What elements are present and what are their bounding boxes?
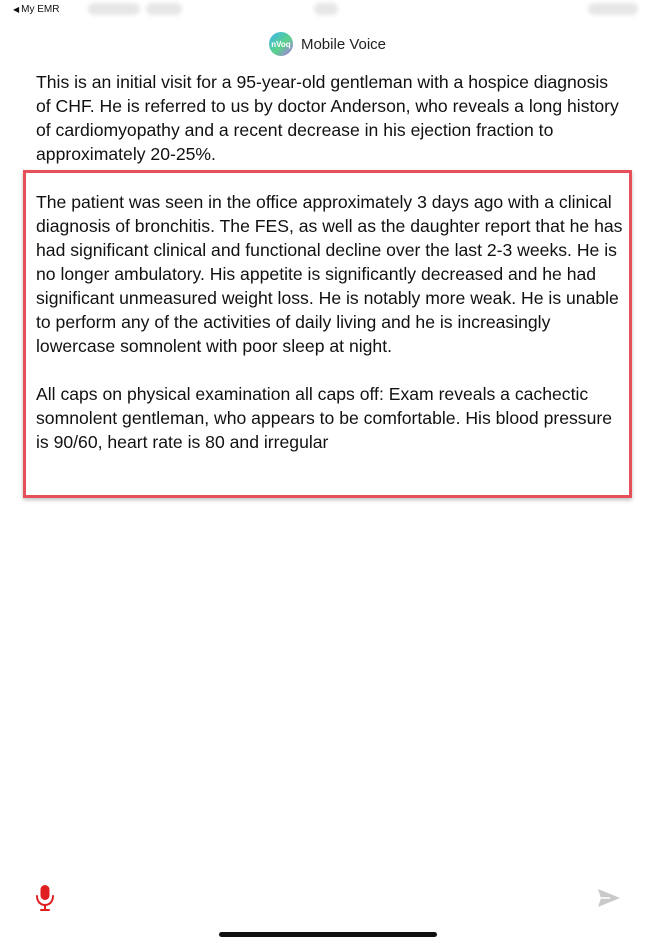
microphone-button[interactable] (33, 883, 57, 913)
note-paragraph-2: The patient was seen in the office approximately 3 days ago with a clinical diagnosis of bronchitis. The FES, as well as the daughter report that he has had significant clinical and functional decline over the last 2-3 weeks. He is no longer ambulatory. His appetite is significantly decreased and he had significant unmeasured weight loss. He is notably more weak. He is unable to perform any of the activities of daily living and he is increasingly lowercase somnolent with poor sleep at night. (36, 192, 623, 356)
note-paragraph-1: This is an initial visit for a 95-year-old gentleman with a hospice diagnosis of CHF. He is referred to us by doctor Anderson, who reveals a long history of cardiomyopathy and a recent decrease in his ejection fraction to approximately 20-25%. (36, 72, 619, 164)
status-date-blurred (146, 3, 182, 15)
status-indicator-blurred (314, 3, 338, 15)
nvoq-logo-icon (269, 32, 293, 56)
back-to-app-link[interactable] (13, 4, 60, 15)
send-icon (596, 886, 622, 910)
send-button[interactable] (596, 886, 622, 910)
back-app-label: My EMR (21, 4, 60, 15)
status-time-blurred (88, 3, 140, 15)
logo-text: nVoq (271, 39, 291, 49)
status-battery-blurred (588, 3, 638, 15)
status-bar (0, 0, 655, 22)
microphone-icon (33, 883, 57, 913)
app-title: Mobile Voice (300, 35, 387, 53)
dictation-text-area[interactable] (36, 70, 626, 454)
app-header (0, 32, 655, 56)
home-indicator[interactable] (219, 932, 437, 937)
note-paragraph-3: All caps on physical examination all caps off: Exam reveals a cachectic somnolent gentleman, who appears to be comfortable. His blood pressure is 90/60, heart rate is 80 and irregular (36, 384, 613, 452)
back-caret-icon: ◀ (13, 4, 20, 14)
